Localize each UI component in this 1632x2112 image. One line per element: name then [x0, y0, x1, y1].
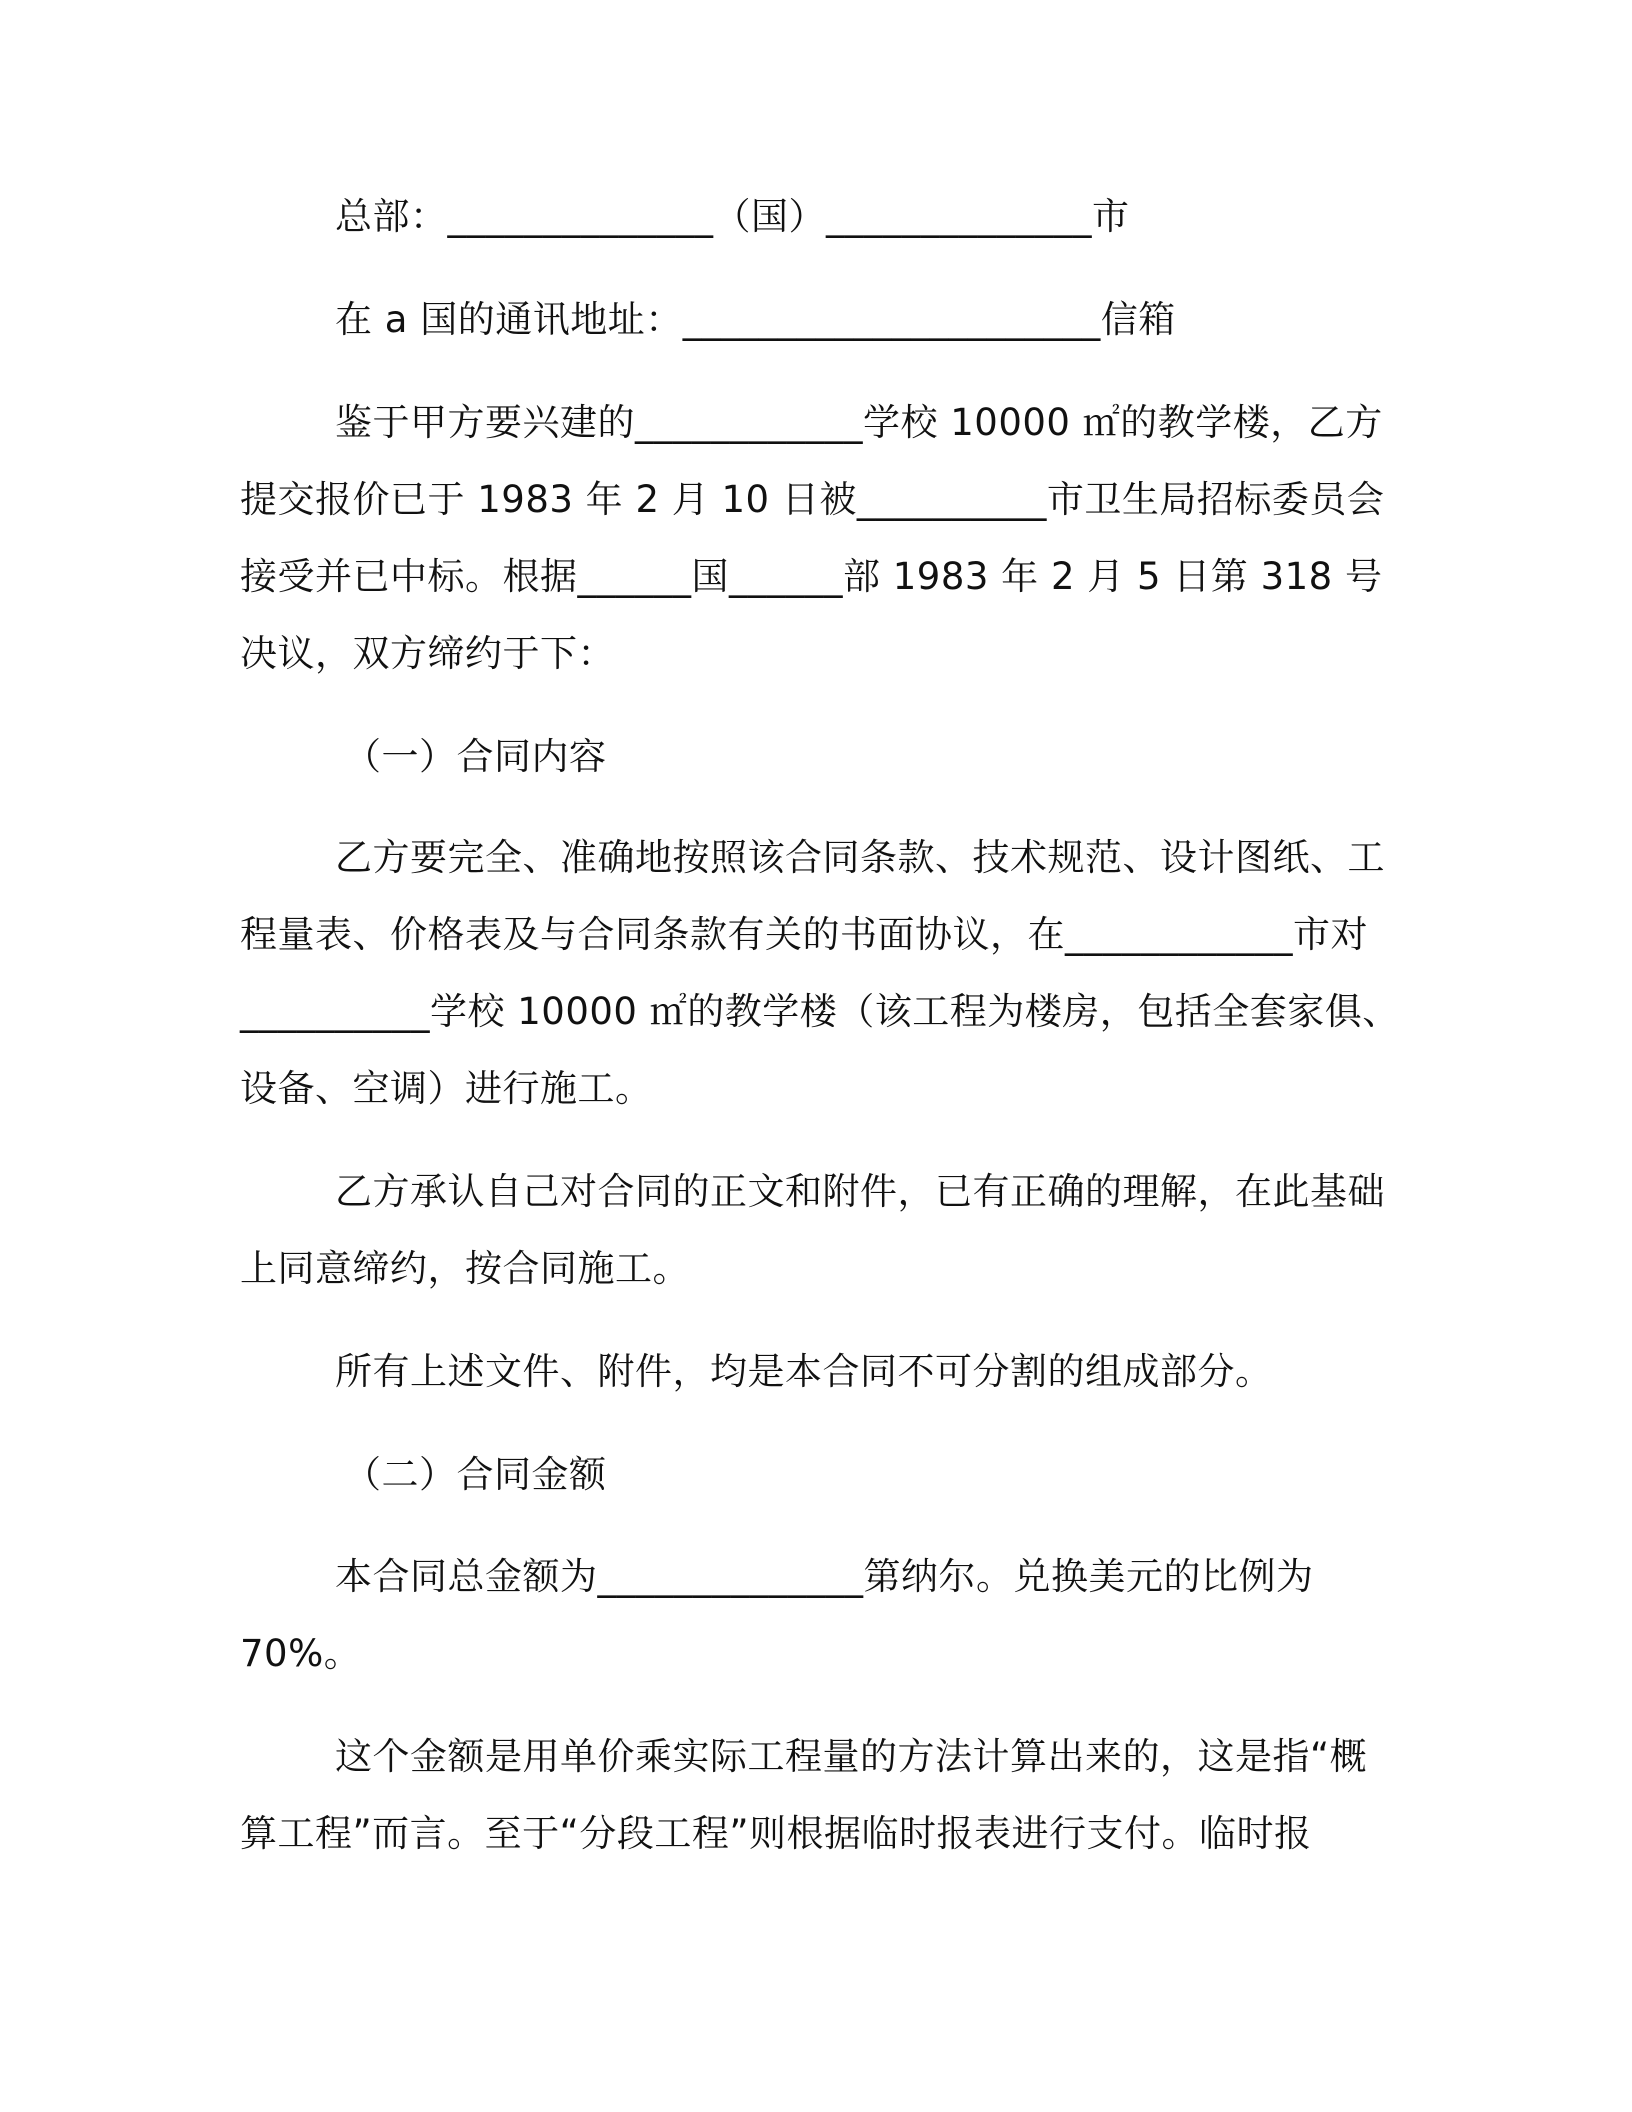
paragraph-line: 70%。	[240, 1632, 362, 1675]
paragraph-line: 算工程”而言。至于“分段工程”则根据临时报表进行支付。临时报	[240, 1812, 1312, 1855]
paragraph-line: 接受并已中标。根据______国______部 1983 年 2 月 5 日第 318 号	[240, 555, 1383, 598]
paragraph-line: 提交报价已于 1983 年 2 月 10 日被__________市卫生局招标委员会	[240, 478, 1385, 521]
paragraph-line: 乙方承认自己对合同的正文和附件，已有正确的理解，在此基础	[335, 1170, 1385, 1213]
paragraph-line: 鉴于甲方要兴建的____________学校 10000 ㎡的教学楼，乙方	[335, 401, 1383, 444]
paragraph-line: 设备、空调）进行施工。	[240, 1067, 653, 1110]
paragraph-line: 这个金额是用单价乘实际工程量的方法计算出来的，这是指“概	[335, 1735, 1368, 1778]
paragraph-line: 上同意缔约，按合同施工。	[240, 1247, 690, 1290]
mailing-address-line: 在 a 国的通讯地址：______________________信箱	[335, 298, 1176, 341]
section-heading: （一）合同内容	[344, 735, 607, 778]
section-heading: （二）合同金额	[344, 1453, 607, 1496]
paragraph-line: 本合同总金额为______________第纳尔。兑换美元的比例为	[335, 1555, 1314, 1598]
paragraph-line: 乙方要完全、准确地按照该合同条款、技术规范、设计图纸、工	[335, 836, 1385, 879]
paragraph-line: 程量表、价格表及与合同条款有关的书面协议，在____________市对	[240, 913, 1368, 956]
paragraph-line: 所有上述文件、附件，均是本合同不可分割的组成部分。	[335, 1350, 1273, 1393]
headquarters-line: 总部：______________（国）______________市	[335, 195, 1130, 238]
paragraph-line: 决议，双方缔约于下：	[240, 632, 615, 675]
paragraph-line: __________学校 10000 ㎡的教学楼（该工程为楼房，包括全套家俱、	[240, 990, 1400, 1033]
